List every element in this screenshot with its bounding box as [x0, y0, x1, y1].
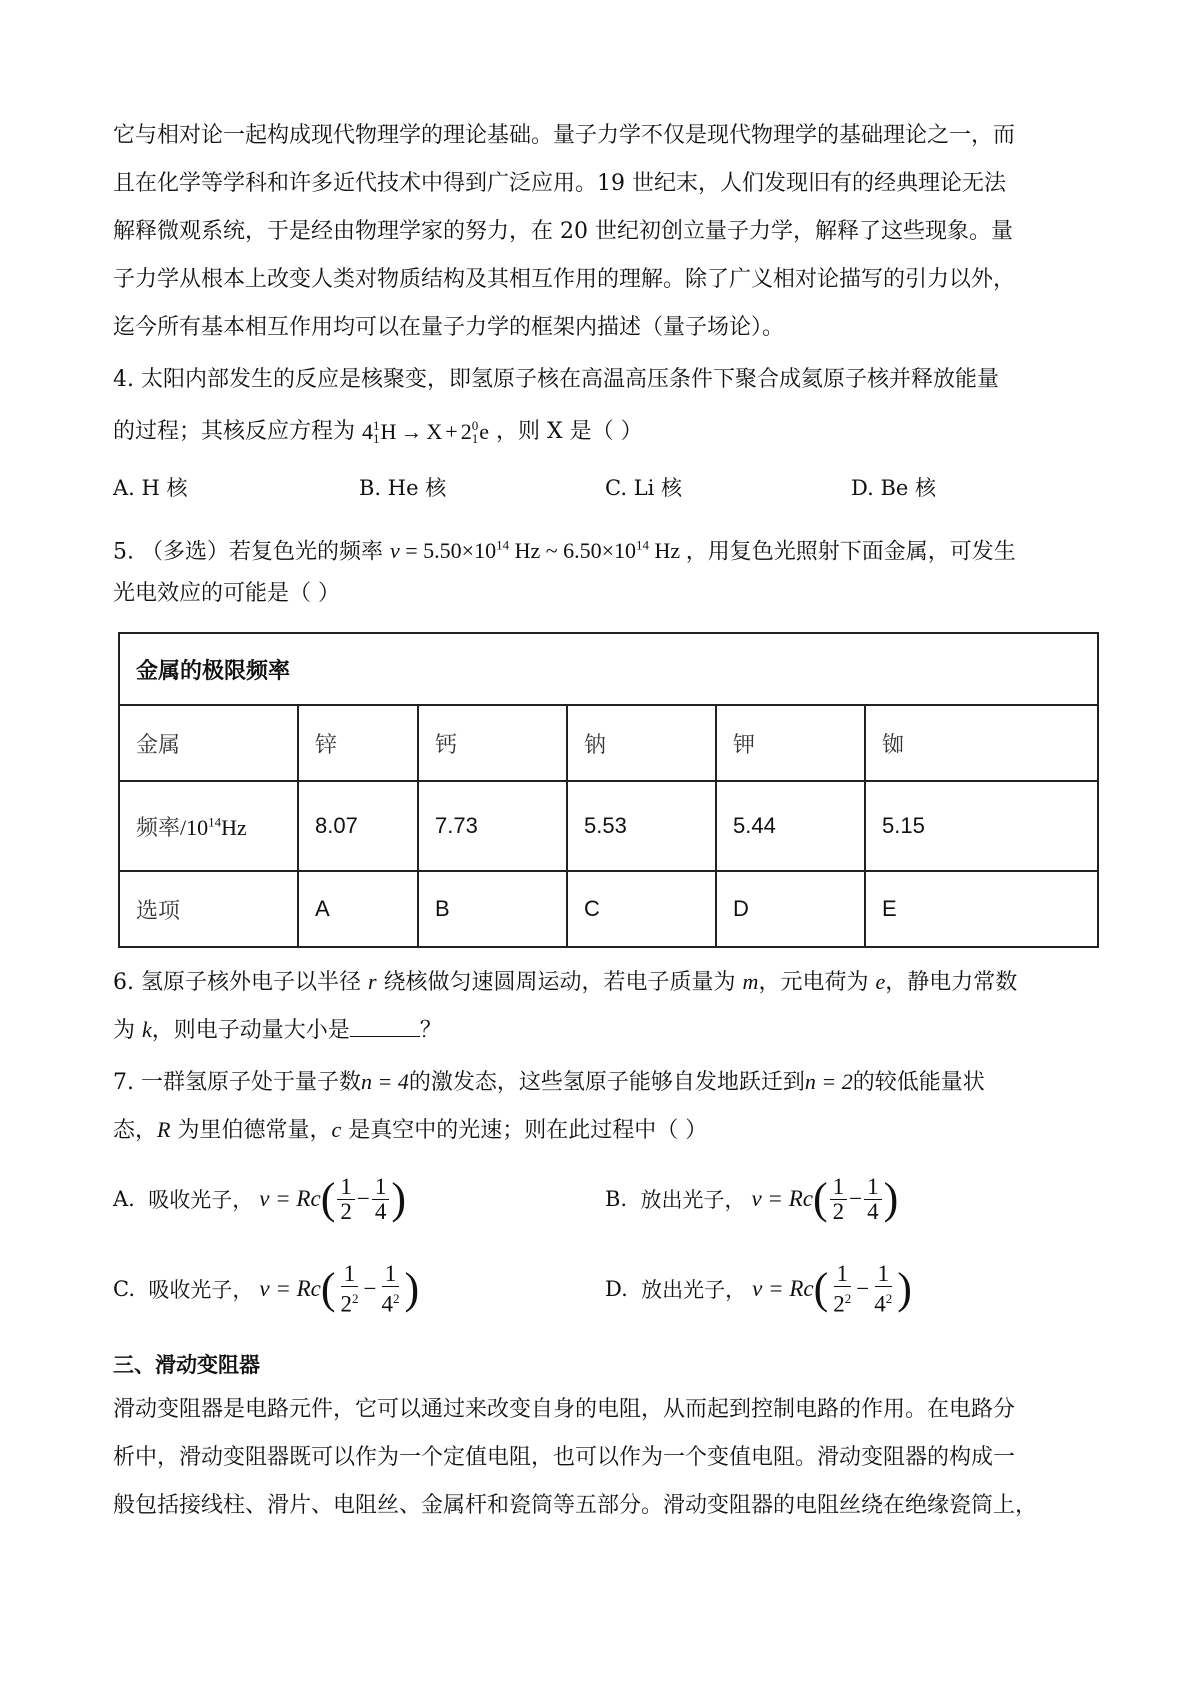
- question-5-text-pre: 5. （多选）若复色光的频率: [113, 539, 383, 565]
- paren-right: ): [897, 1264, 912, 1313]
- option-d[interactable]: [605, 1262, 1097, 1317]
- table-cell: B: [418, 871, 567, 947]
- exponent: 2: [393, 1290, 400, 1306]
- eq-mass: 1: [373, 418, 380, 433]
- minus: −: [363, 1276, 377, 1301]
- paren-right: ): [391, 1174, 406, 1223]
- fraction: [372, 1175, 390, 1224]
- fraction: [379, 1262, 403, 1317]
- numerator: 1: [864, 1175, 882, 1200]
- eq-arrow: →: [400, 419, 423, 444]
- denominator: 2: [340, 1198, 352, 1224]
- question-7-line2: [113, 1106, 1099, 1154]
- table-cell: 8.07: [298, 781, 418, 871]
- question-4-line1: 4. 太阳内部发生的反应是核聚变，即氢原子核在高温高压条件下聚合成氦原子核并释放能量: [113, 367, 999, 392]
- var-c: c: [331, 1117, 342, 1142]
- paren-right: ): [883, 1174, 899, 1223]
- q6-text: ，则电子动量大小是: [151, 1018, 350, 1043]
- option-text: He 核: [387, 476, 447, 500]
- table-cell: 选项: [119, 871, 298, 947]
- denominator: 2: [832, 1198, 845, 1224]
- option-text: 放出光子，: [641, 1278, 747, 1302]
- question-7: [113, 1058, 1099, 1334]
- table-caption: 金属的极限频率: [119, 633, 1098, 705]
- option-formula: [259, 1262, 419, 1317]
- freq-upper: Hz ~ 6.50×10: [509, 538, 637, 564]
- numerator: 1: [830, 1175, 848, 1200]
- question-5-text-post: ，用复色光照射下面金属，可发生: [685, 539, 1016, 565]
- question-6: [113, 958, 1099, 1054]
- option-text: Be 核: [880, 476, 936, 500]
- formula-lhs: ν = Rc: [752, 1276, 814, 1301]
- table-cell-freq-label: [119, 781, 298, 871]
- table-cell: 7.73: [418, 781, 567, 871]
- eq-mass: 0: [471, 418, 479, 433]
- numerator: 1: [382, 1262, 400, 1287]
- freq-unit-pre: /10: [180, 814, 209, 840]
- option-d[interactable]: [851, 472, 1097, 502]
- option-b[interactable]: [359, 472, 605, 502]
- table-row: [119, 871, 1098, 947]
- denominator: [379, 1287, 403, 1317]
- q6-text: 6. 氢原子核外电子以半径: [113, 970, 368, 995]
- table-cell: E: [865, 871, 1098, 947]
- table-cell: 金属: [119, 705, 298, 781]
- numerator: 1: [341, 1262, 359, 1287]
- table-cell: 5.44: [716, 781, 865, 871]
- quantum-number: n = 4: [360, 1069, 409, 1094]
- paren-right: ): [404, 1264, 420, 1313]
- option-text: Li 核: [633, 476, 683, 500]
- option-formula: [752, 1262, 912, 1317]
- denominator-base: 2: [833, 1291, 845, 1317]
- denominator: 4: [867, 1198, 879, 1224]
- fraction: [830, 1262, 854, 1317]
- eq-coef: 4: [362, 419, 374, 444]
- numerator: 1: [875, 1262, 893, 1287]
- option-label: B.: [605, 1187, 628, 1211]
- denominator: 4: [374, 1198, 387, 1224]
- q6-text: 为: [113, 1018, 142, 1043]
- quantum-number: n = 2: [804, 1069, 853, 1094]
- table-cell: 5.53: [567, 781, 716, 871]
- section-3-line: 析中，滑动变阻器既可以作为一个定值电阻，也可以作为一个变值电阻。滑动变阻器的构成一: [113, 1445, 1016, 1470]
- option-c[interactable]: [113, 1262, 605, 1317]
- var-R: R: [157, 1117, 171, 1142]
- q6-text: 绕核做匀速圆周运动，若电子质量为: [376, 970, 743, 995]
- var-e: e: [875, 969, 886, 994]
- freq-exp: 14: [496, 538, 510, 553]
- question-4-line2: [113, 404, 1099, 460]
- section-3: [113, 1340, 1099, 1530]
- fraction: [871, 1262, 895, 1317]
- fraction: [830, 1175, 848, 1224]
- fraction: [337, 1175, 355, 1224]
- var-m: m: [742, 969, 759, 994]
- table-cell: 钾: [716, 705, 865, 781]
- eq-nuclide-indices: [373, 419, 380, 445]
- denominator: [871, 1287, 895, 1317]
- question-5: [113, 522, 1099, 948]
- freq-unit-exp: 14: [208, 814, 222, 830]
- nu-symbol: ν: [389, 538, 400, 564]
- option-c[interactable]: [605, 472, 851, 502]
- question-7-line1: [113, 1058, 1099, 1106]
- freq-label: 频率: [136, 815, 181, 841]
- formula-lhs: ν = Rc: [751, 1186, 813, 1211]
- q6-text: ？: [419, 1018, 442, 1043]
- option-text: H 核: [141, 476, 188, 500]
- q7-text: 为里伯德常量，: [170, 1118, 332, 1143]
- section-heading: 三、滑动变阻器: [113, 1353, 260, 1377]
- minus: −: [849, 1186, 863, 1211]
- q6-text: ，元电荷为: [758, 970, 876, 995]
- denominator-base: 2: [340, 1291, 353, 1317]
- eq-x: X: [426, 419, 443, 444]
- intro-line: 解释微观系统，于是经由物理学家的努力，在 20 世纪初创立量子力学，解释了这些现象。量: [113, 219, 1013, 244]
- eq-z: 1: [471, 431, 479, 446]
- question-4-text-pre: 的过程；其核反应方程为: [113, 419, 356, 444]
- eq-nuclide-indices: [472, 419, 479, 445]
- eq-symbol: H: [380, 419, 397, 444]
- option-label: B.: [359, 476, 382, 500]
- denominator-base: 4: [874, 1291, 886, 1317]
- question-5-line2: 光电效应的可能是（ ）: [113, 581, 340, 606]
- denominator: [830, 1287, 854, 1317]
- intro-line: 它与相对论一起构成现代物理学的理论基础。量子力学不仅是现代物理学的基础理论之一，而: [113, 123, 1016, 148]
- numerator: 1: [337, 1175, 355, 1200]
- document-page: [113, 112, 1099, 1530]
- option-text: 吸收光子，: [148, 1278, 254, 1302]
- paren-left: (: [320, 1264, 336, 1313]
- option-label: D.: [851, 476, 874, 500]
- table-cell: A: [298, 871, 418, 947]
- intro-line: 迄今所有基本相互作用均可以在量子力学的框架内描述（量子场论）。: [113, 315, 785, 340]
- table-cell: C: [567, 871, 716, 947]
- var-r: r: [367, 969, 377, 994]
- q7-text: 的激发态，这些氢原子能够自发地跃迁到: [408, 1070, 805, 1095]
- question-7-options-row: [113, 1244, 1099, 1334]
- paren-left: (: [320, 1174, 336, 1223]
- eq-plus: +: [445, 419, 458, 444]
- option-label: C.: [113, 1277, 135, 1301]
- numerator: 1: [372, 1175, 390, 1200]
- table-row: [119, 781, 1098, 871]
- exponent: 2: [885, 1290, 893, 1306]
- q7-text: 态，: [113, 1118, 158, 1143]
- freq-unit-post: Hz: [221, 814, 247, 840]
- option-a[interactable]: [113, 1175, 605, 1224]
- table-cell: 钠: [567, 705, 716, 781]
- table-cell: 铷: [865, 705, 1098, 781]
- eq-symbol: e: [479, 419, 489, 444]
- intro-line: 且在化学等学科和许多近代技术中得到广泛应用。19 世纪末，人们发现旧有的经典理论无法: [113, 171, 1006, 196]
- formula-lhs: ν = Rc: [259, 1276, 321, 1301]
- fraction: [338, 1262, 362, 1317]
- nuclear-equation: [362, 404, 489, 460]
- option-formula: [259, 1175, 406, 1224]
- option-label: A.: [113, 476, 135, 500]
- intro-line: 子力学从根本上改变人类对物质结构及其相互作用的理解。除了广义相对论描写的引力以外，: [113, 267, 1016, 292]
- option-b[interactable]: [605, 1175, 1097, 1224]
- question-4: [113, 356, 1099, 514]
- intro-paragraph: [113, 112, 1099, 352]
- question-5-line1: [113, 522, 1099, 570]
- section-3-line: 般包括接线柱、滑片、电阻丝、金属杆和瓷筒等五部分。滑动变阻器的电阻丝绕在绝缘瓷筒上，: [113, 1493, 1038, 1518]
- option-label: C.: [605, 476, 627, 500]
- formula-lhs: ν = Rc: [259, 1186, 321, 1211]
- question-6-line2: [113, 1006, 1099, 1054]
- question-6-line1: [113, 958, 1099, 1006]
- q7-text: 是真空中的光速；则在此过程中（ ）: [341, 1118, 708, 1143]
- var-k: k: [142, 1017, 152, 1042]
- freq-unit: Hz: [649, 538, 681, 564]
- option-text: 放出光子，: [640, 1188, 746, 1212]
- q6-text: ，静电力常数: [885, 970, 1018, 995]
- exponent: 2: [844, 1290, 852, 1306]
- table-row: [119, 705, 1098, 781]
- option-a[interactable]: [113, 472, 359, 502]
- table-cell: D: [716, 871, 865, 947]
- table-cell: 锌: [298, 705, 418, 781]
- minus: −: [356, 1186, 370, 1211]
- paren-left: (: [812, 1174, 828, 1223]
- option-label: D.: [605, 1277, 628, 1301]
- numerator: 1: [834, 1262, 852, 1287]
- denominator-base: 4: [381, 1291, 393, 1317]
- freq-exp: 14: [636, 538, 650, 553]
- metal-threshold-table: [118, 632, 1099, 948]
- section-3-line: 滑动变阻器是电路元件，它可以通过来改变自身的电阻，从而起到控制电路的作用。在电路分: [113, 1397, 1016, 1422]
- option-formula: [751, 1175, 898, 1224]
- answer-blank[interactable]: [350, 1016, 420, 1037]
- eq-z: 1: [373, 431, 380, 446]
- table-cell: 钙: [418, 705, 567, 781]
- denominator: [338, 1287, 362, 1317]
- question-7-options-row: [113, 1154, 1099, 1244]
- question-4-text-post: ，则 X 是（ ）: [495, 419, 643, 444]
- minus: −: [856, 1276, 870, 1301]
- q7-text: 的较低能量状: [852, 1070, 985, 1095]
- option-label: A.: [113, 1187, 135, 1211]
- option-text: 吸收光子，: [148, 1188, 254, 1212]
- q7-text: 7. 一群氢原子处于量子数: [113, 1070, 361, 1095]
- question-4-options: [113, 460, 1099, 514]
- eq-coef: 2: [460, 419, 472, 444]
- paren-left: (: [813, 1264, 829, 1313]
- freq-lower: = 5.50×10: [405, 538, 497, 564]
- exponent: 2: [352, 1290, 359, 1306]
- fraction: [864, 1175, 882, 1224]
- table-cell: 5.15: [865, 781, 1098, 871]
- frequency-range: [390, 538, 686, 563]
